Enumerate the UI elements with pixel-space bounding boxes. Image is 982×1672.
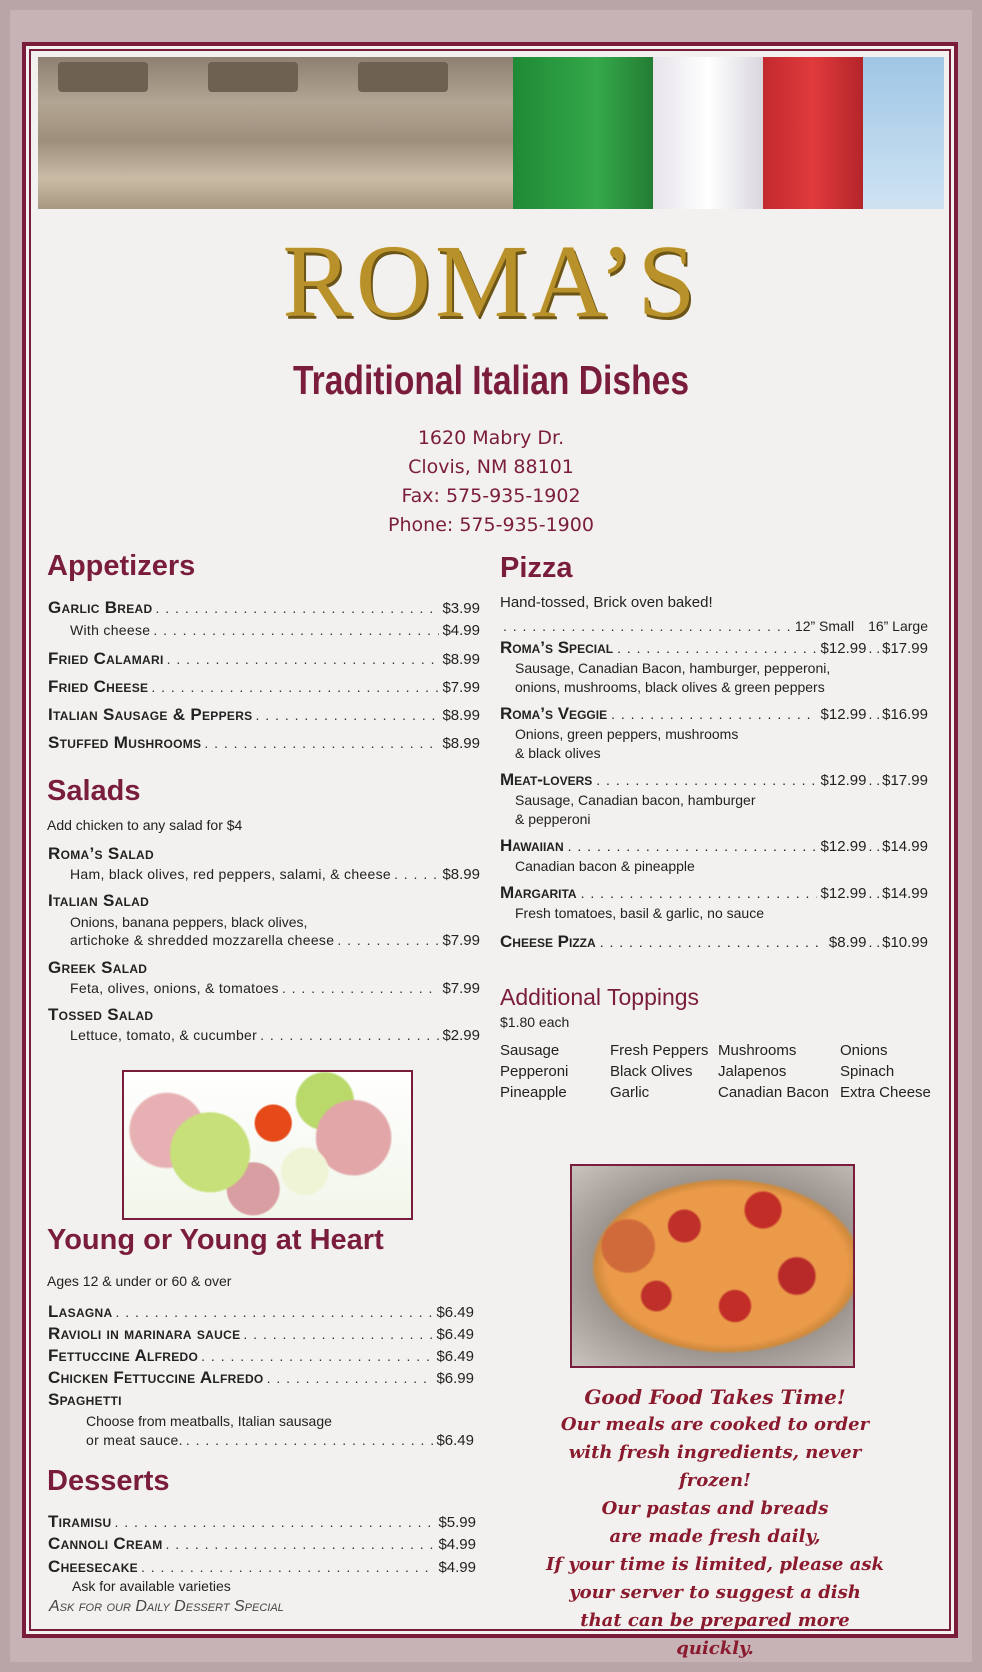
fax-number: Fax: 575-935-1902: [401, 485, 581, 507]
menu-item: Italian Sausage & Peppers . . . $8.99: [48, 705, 480, 725]
menu-item: Roma’s Salad: [48, 844, 154, 863]
toppings-price: $1.80 each: [500, 1014, 570, 1030]
menu-item: Ravioli in marinara sauce . . . $6.49: [48, 1324, 474, 1344]
menu-item: Chicken Fettuccine Alfredo . . . $6.99: [48, 1368, 474, 1388]
size-header: [500, 618, 928, 636]
menu-item: Cannoli Cream . . . $4.99: [48, 1534, 476, 1554]
menu-item: Spaghetti: [48, 1390, 122, 1409]
pizza-desc: Onions, green peppers, mushrooms & black olives: [515, 726, 739, 761]
italian-flag-red: [763, 57, 863, 209]
menu-item: Fried Calamari . . . $8.99: [48, 649, 480, 669]
daily-dessert-special: Ask for our Daily Dessert Special: [49, 1598, 284, 1615]
pizza-item: Margarita . . . $12.99 . . $14.99: [500, 883, 928, 903]
pizza-item: Meat-lovers . . . $12.99 . . $17.99: [500, 770, 928, 790]
young-heading: Young or Young at Heart: [47, 1224, 384, 1256]
young-note: Ages 12 & under or 60 & over: [47, 1273, 232, 1289]
menu-item: Garlic Bread . . . $3.99: [48, 598, 480, 618]
menu-item-desc: Choose from meatballs, Italian sausage: [86, 1413, 332, 1429]
salad-photo: [122, 1070, 413, 1220]
address-street: 1620 Mabry Dr.: [417, 427, 565, 449]
menu-item: Tiramisu . . . $5.99: [48, 1512, 476, 1532]
italian-flag-green: [513, 57, 653, 209]
pizza-note: Hand-tossed, Brick oven baked!: [500, 594, 713, 611]
pizza-desc: Sausage, Canadian bacon, hamburger & pepperoni: [515, 792, 756, 827]
menu-item: Cheesecake . . . $4.99: [48, 1557, 476, 1577]
menu-item: Stuffed Mushrooms . . . $8.99: [48, 733, 480, 753]
phone-number: Phone: 575-935-1900: [388, 514, 594, 536]
pizza-photo: [570, 1164, 855, 1368]
appetizers-heading: Appetizers: [47, 550, 196, 582]
pizza-desc: Canadian bacon & pineapple: [515, 858, 695, 874]
menu-item-desc: Lettuce, tomato, & cucumber . . . $2.99: [70, 1027, 480, 1045]
restaurant-logo: ROMA’S: [282, 224, 700, 339]
desserts-heading: Desserts: [47, 1465, 170, 1497]
size-large-label: 16” Large: [868, 618, 928, 634]
toppings-col-2: Fresh Peppers Black Olives Garlic: [610, 1042, 709, 1101]
slogan-block: Good Food Takes Time! Our meals are cooked to order with fresh ingredients, never frozen! Our pastas and breads are made fresh daily, If your time is limited, please ask your server to suggest a dish that can be prepared more quickly.: [546, 1385, 884, 1659]
menu-item: Greek Salad: [48, 958, 148, 977]
menu-item: Lasagna . . . $6.49: [48, 1302, 474, 1322]
menu-item-desc: or meat sauce. . . . $6.49: [86, 1432, 474, 1450]
pizza-desc: Fresh tomatoes, basil & garlic, no sauce: [515, 905, 765, 921]
italian-flag-white: [653, 57, 763, 209]
toppings-col-1: Sausage Pepperoni Pineapple: [500, 1042, 569, 1101]
toppings-heading: Additional Toppings: [500, 984, 700, 1010]
menu-item-desc: Onions, banana peppers, black olives,: [70, 914, 308, 930]
menu-item-desc: Feta, olives, onions, & tomatoes . . . $7.99: [70, 980, 480, 998]
pizza-heading: Pizza: [500, 552, 573, 584]
salads-note: Add chicken to any salad for $4: [47, 817, 243, 833]
address-city: Clovis, NM 88101: [408, 456, 574, 478]
pizza-item: Roma’s Special . . . $12.99 . . $17.99: [500, 638, 928, 658]
menu-item-desc: Ham, black olives, red peppers, salami, & cheese . . . $8.99: [70, 866, 480, 884]
size-small-label: 12” Small: [794, 618, 855, 634]
menu-item: Italian Salad: [48, 891, 150, 910]
dessert-note: Ask for available varieties: [72, 1578, 231, 1594]
header-banner-image: [38, 57, 944, 209]
salads-heading: Salads: [47, 775, 141, 807]
pizza-desc: Sausage, Canadian Bacon, hamburger, pepperoni, onions, mushrooms, black olives & green peppers: [515, 660, 831, 695]
menu-item: Fried Cheese . . . $7.99: [48, 677, 480, 697]
menu-item: With cheese . . . $4.99: [70, 622, 480, 640]
toppings-col-3: Mushrooms Jalapenos Canadian Bacon: [718, 1042, 829, 1101]
menu-item: Tossed Salad: [48, 1005, 154, 1024]
menu-item-desc: artichoke & shredded mozzarella cheese . . . $7.99: [70, 932, 480, 950]
address-block: [0, 424, 982, 540]
pizza-item: Hawaiian . . . $12.99 . . $14.99: [500, 836, 928, 856]
menu-item: Fettuccine Alfredo . . . $6.49: [48, 1346, 474, 1366]
toppings-col-4: Onions Spinach Extra Cheese: [840, 1042, 931, 1101]
tagline: Traditional Italian Dishes: [292, 357, 690, 403]
pizza-item: Roma’s Veggie . . . $12.99 . . $16.99: [500, 704, 928, 724]
pizza-item: Cheese Pizza . . . $8.99 . . $10.99: [500, 932, 928, 952]
